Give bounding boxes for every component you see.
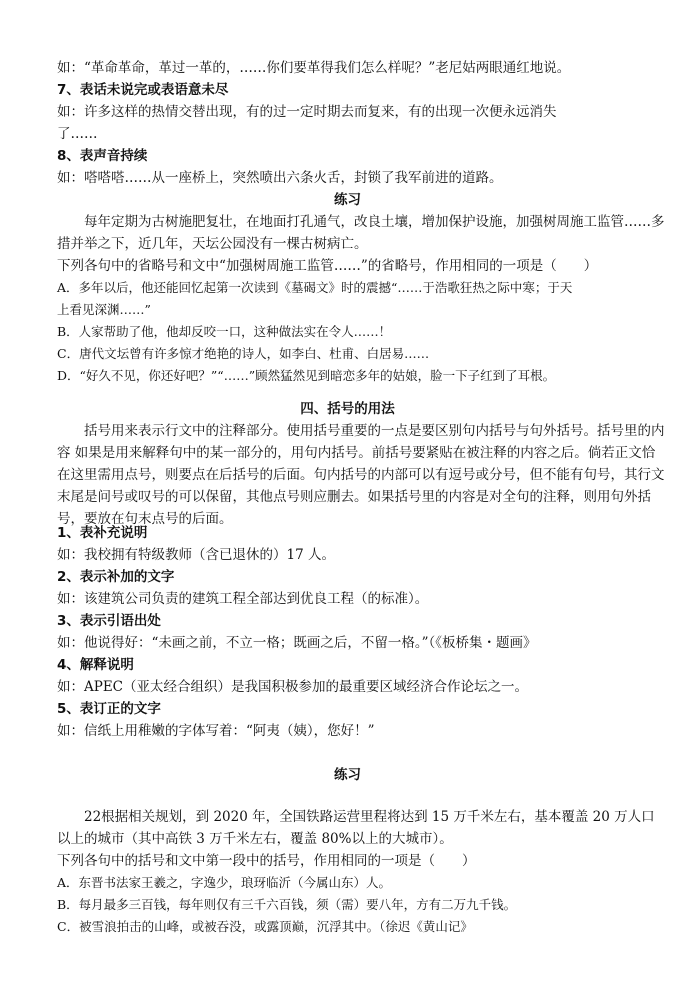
option-b: B．每月最多三百钱，每年则仅有三千六百钱，须（需）要八年，方有二万九千钱。 <box>57 897 517 912</box>
section-heading: 8、表声音持续 <box>57 148 148 164</box>
section-intro: 括号用来表示行文中的注释部分。使用括号重要的一点是要区别句内括号与句外括号。括号里的内容 如果是用来解释句中的某一部分的，用句内括号。前括号要紧贴在被注释的内容之后。倘若正文恰在这里需用点号，则要点在后括号的后面。句内括号的内部可以有逗号或分号，但不能有句号，其行文末尾是问号或叹号的可以保留，其他点号则应删去。如果括号里的内容是对全句的注释，则用句外括号，要放在句末点号的后面。 <box>57 423 665 527</box>
example-text: 如：该建筑公司负责的建筑工程全部达到优良工程（的标准）。 <box>57 591 429 607</box>
option-a-continued: 上看见深渊……” <box>57 302 151 317</box>
example-text: 如：信纸上用稚嫩的字体写着：“阿夷（姨），您好！” <box>57 723 375 739</box>
section-heading: 7、表话未说完或表语意未尽 <box>57 82 229 98</box>
section-heading: 4、解释说明 <box>57 657 134 673</box>
option-a: A．东晋书法家王羲之，字逸少，琅玡临沂（今属山东）人。 <box>57 875 392 890</box>
example-text: 如：许多这样的热情交替出现，有的过一定时期去而复来，有的出现一次便永远消失 <box>57 104 557 120</box>
example-text: 了…… <box>57 126 98 142</box>
example-text: 如：他说得好：“未画之前，不立一格；既画之后，不留一格。”（《板桥集・题画》 <box>57 635 537 651</box>
practice-title: 练习 <box>334 192 361 208</box>
option-d: D．“好久不见，你还好吧？”“……”顾然猛然见到暗恋多年的姑娘，脸一下子红到了耳根。 <box>57 368 556 383</box>
option-a: A．多年以后，他还能回忆起第一次读到《墓碣文》时的震撼“……于浩歌狂热之际中寒；于天 <box>57 280 573 295</box>
example-text: 如：嗒嗒嗒……从一座桥上，突然喷出六条火舌，封锁了我军前进的道路。 <box>57 170 503 186</box>
question-stem: 下列各句中的省略号和文中“加强树周施工监管……”的省略号，作用相同的一项是（ ） <box>57 258 598 274</box>
example-text: 如：我校拥有特级教师（含已退休的）17 人。 <box>57 547 335 563</box>
practice-title: 练习 <box>334 767 361 783</box>
question-stem: 下列各句中的括号和文中第一段中的括号，作用相同的一项是（ ） <box>57 853 476 869</box>
practice-passage: 22根据相关规划，到 2020 年，全国铁路运营里程将达到 15 万千米左右，基本覆盖 20 万人口以上的城市（其中高铁 3 万千米左右，覆盖 80%以上的大城市）。 <box>57 809 655 847</box>
section-heading: 1、表补充说明 <box>57 525 148 541</box>
section-heading: 3、表示引语出处 <box>57 613 161 629</box>
section-title: 四、括号的用法 <box>300 401 395 417</box>
example-text: 如：APEC（亚太经合组织）是我国积极参加的最重要区域经济合作论坛之一。 <box>57 679 529 695</box>
option-b: B．人家帮助了他，他却反咬一口，这种做法实在令人……！ <box>57 324 392 339</box>
option-c: C．被雪浪拍击的山峰，或被吞没，或露顶巅，沉浮其中。（徐迟《黄山记》 <box>57 919 473 934</box>
section-heading: 5、表订正的文字 <box>57 701 161 717</box>
example-text: 如：“革命革命，革过一革的，……你们要革得我们怎么样呢？”老尼姑两眼通红地说。 <box>57 60 571 76</box>
practice-passage: 每年定期为古树施肥复壮，在地面打孔通气，改良土壤，增加保护设施，加强树周施工监管……多措并举之下，近几年，天坛公园没有一棵古树病亡。 <box>57 214 665 252</box>
option-c: C．唐代文坛曾有许多惊才绝艳的诗人，如李白、杜甫、白居易…… <box>57 346 430 361</box>
section-heading: 2、表示补加的文字 <box>57 569 175 585</box>
